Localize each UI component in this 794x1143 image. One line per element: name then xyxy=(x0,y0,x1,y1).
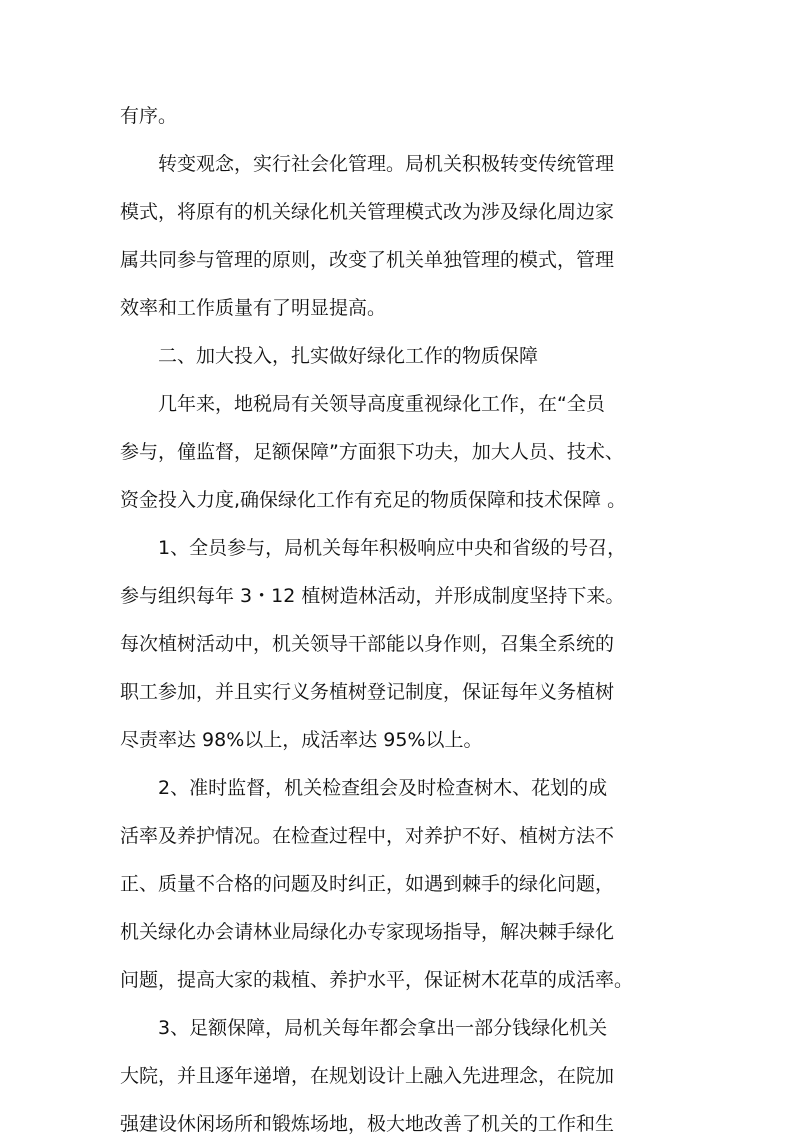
text-line: 模式，将原有的机关绿化机关管理模式改为涉及绿化周边家 xyxy=(120,201,615,223)
text-line: 大院，并且逐年递增，在规划设计上融入先进理念，在院加 xyxy=(120,1065,615,1087)
paragraph-first-line: 2、准时监督，机关检查组会及时检查树木、花划的成 xyxy=(158,777,608,799)
paragraph-first-line: 转变观念，实行社会化管理。局机关积极转变传统管理 xyxy=(158,153,615,175)
text-line: 问题，提高大家的栽植、养护水平，保证树木花草的成活率。 xyxy=(120,969,634,991)
text-line: 尽责率达 98%以上，成活率达 95%以上。 xyxy=(120,729,483,751)
text-line: 每次植树活动中，机关领导干部能以身作则，召集全系统的 xyxy=(120,633,615,655)
text-line: 机关绿化办会请林业局绿化办专家现场指导，解决棘手绿化 xyxy=(120,921,615,943)
text-line: 参与，僮监督，足额保障”方面狠下功夫，加大人员、技术、 xyxy=(120,441,624,463)
text-line: 有序。 xyxy=(120,105,178,127)
text-line: 职工参加，并且实行义务植树登记制度，保证每年义务植树 xyxy=(120,681,615,703)
paragraph-first-line: 1、全员参与，局机关每年积极响应中央和省级的号召， xyxy=(158,537,627,559)
paragraph-first-line: 3、足额保障，局机关每年都会拿出一部分钱绿化机关 xyxy=(158,1017,608,1039)
text-line: 资金投入力度,确保绿化工作有充足的物质保障和技术保障 。 xyxy=(120,489,627,511)
text-line: 属共同参与管理的原则，改变了机关单独管理的模式，管理 xyxy=(120,249,615,271)
text-line: 效率和工作质量有了明显提高。 xyxy=(120,297,387,319)
text-line: 参与组织每年 3・12 植树造林活动，并形成制度坚持下来。 xyxy=(120,585,625,607)
section-heading: 二、加大投入，扎实做好绿化工作的物质保障 xyxy=(158,345,539,367)
text-line: 强建设休闲场所和锻炼场地，极大地改善了机关的工作和生 xyxy=(120,1113,615,1135)
paragraph-first-line: 几年来，地税局有关领导高度重视绿化工作，在“全员 xyxy=(158,393,605,415)
text-line: 活率及养护情况。在检查过程中，对养护不好、植树方法不 xyxy=(120,825,615,847)
text-line: 正、质量不合格的问题及时纠正，如遇到棘手的绿化问题， xyxy=(120,873,615,895)
